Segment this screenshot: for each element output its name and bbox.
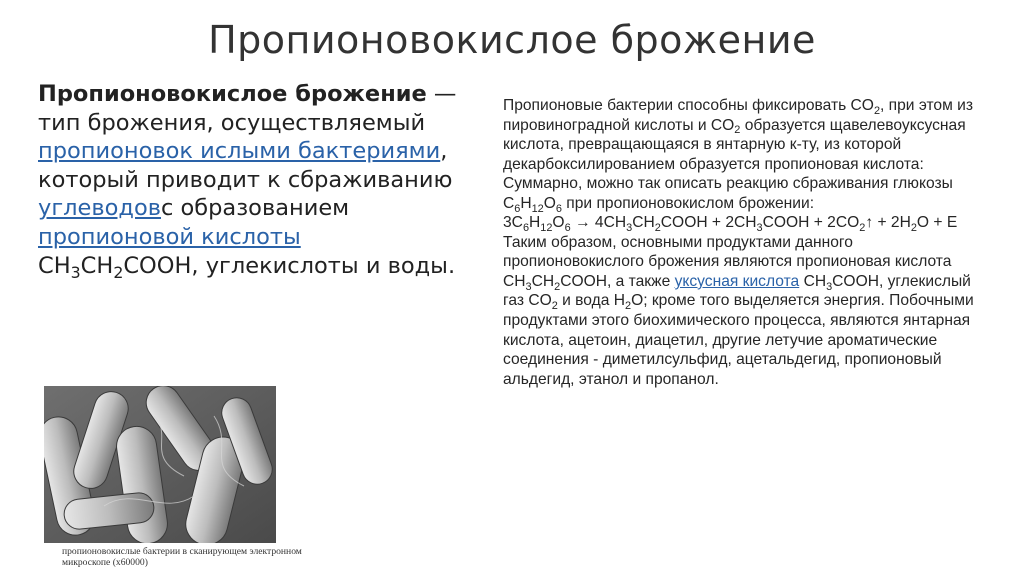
products-paragraph: Таким образом, основными продуктами данного пропионовокислого брожения являются пропионовая кислота $CH_3CH_2COOH$, а также уксусная кислота $CH_3COOH$, углекислый газ $CO_2$ и вода $H_2O$; кроме того выделяется энергия. Побочными продуктами этого биохимического процесса, являются янтарная кислота, ацетоин, диацетил, другие летучие ароматические соединения - диметилсульфид, ацетальдегид, пропионовый альдегид, этанол и пропанол. [503,233,974,388]
term-heading: Пропионовокислое брожение [38,81,427,107]
reaction-equation: $3C_6H_{12}O_6$ → $4CH_3CH_2COOH$ + $2CH_3COOH$ + $2CO_2↑ + 2H_2O + E$ [503,214,958,235]
bacteria-micrograph [44,386,276,543]
definition-text-3: с образованием [160,195,350,222]
fixation-paragraph: Пропионовые бактерии способны фиксировать $CO_2$, при этом из пировиноградной кислоты и $CO_2$ образуется щавелевоуксусная кислота, превращающаяся в янтарную к-ту, из которой декарбоксилированием образуется пропионовая кислота: Суммарно, можно так описать реакцию сбраживания глюкозы $C_6H_{12}O_6$ при пропионовокислом брожении: [503,97,974,215]
slide-title: Пропионовокислое брожение [208,18,816,62]
propionic-acid-formula: $CH_3CH_2COOH$ [38,252,192,283]
definition-text: — тип брожения, осуществляемый [38,81,457,136]
carbohydrates-link[interactable]: углеводов [38,195,161,222]
photo-caption: пропионовокислые бактерии в сканирующем электронном микроскопе (x60000) [62,546,302,568]
propionic-bacteria-link[interactable]: пропионовок ислыми бактериями [38,138,441,165]
description-block [503,96,993,389]
definition-text-2: , который приводит к сбраживанию [38,138,453,193]
definition-block [38,80,458,283]
definition-text-end: , углекислоты и воды. [191,252,456,279]
propionic-acid-link[interactable]: пропионовой кислоты [38,223,301,250]
acetic-acid-link[interactable]: уксусная кислота [674,272,800,290]
